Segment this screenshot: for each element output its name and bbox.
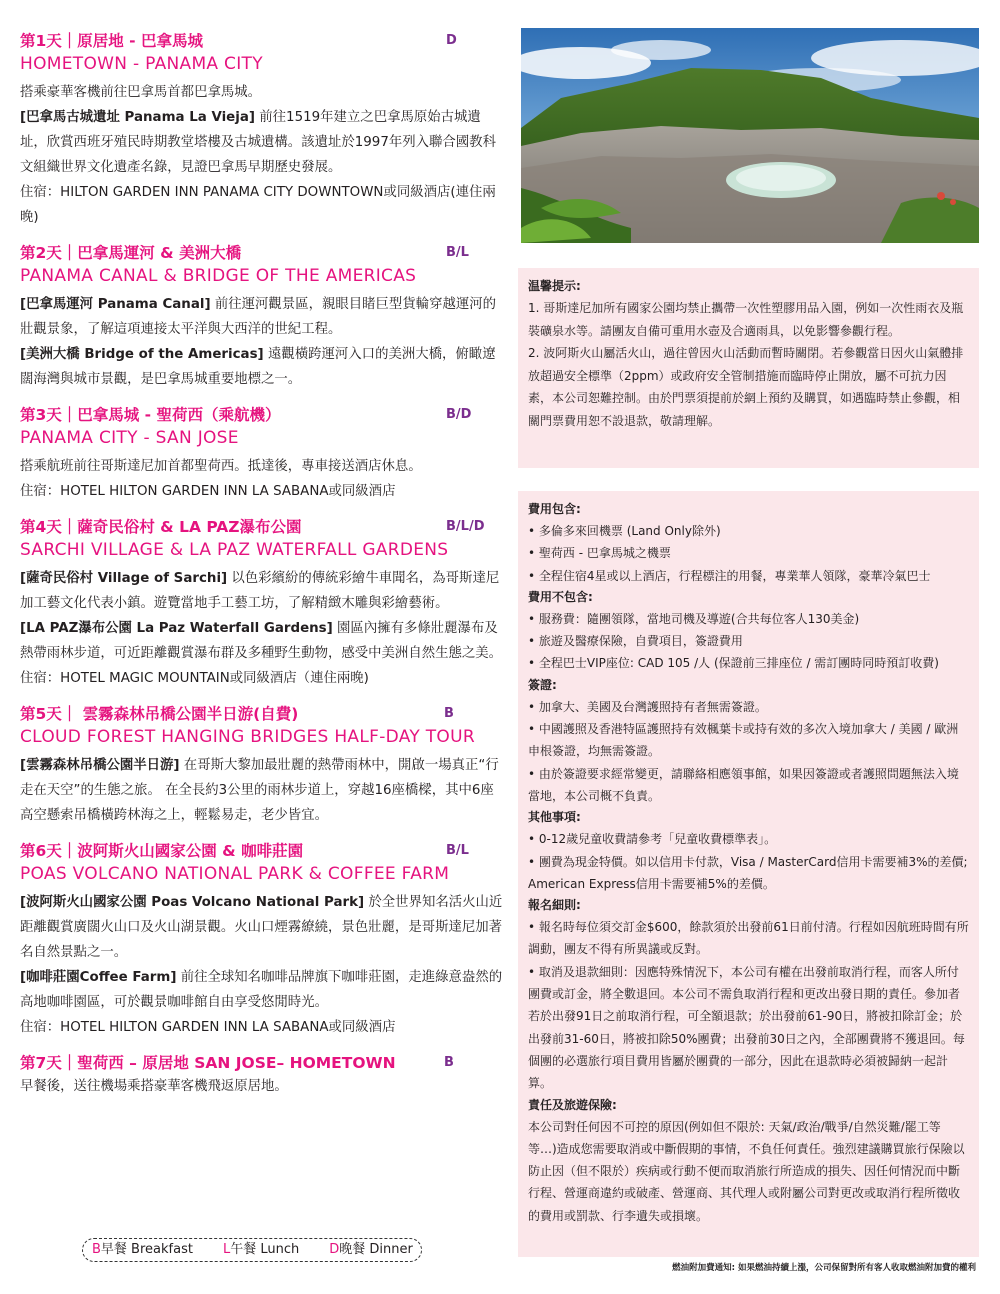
terms-section-title: 報名細則: [528, 898, 581, 913]
meals-badge: B/L [446, 245, 469, 260]
day-title: 第1天｜原居地 - 巴拿馬城 [20, 32, 204, 50]
terms-section-title: 費用包含: [528, 502, 581, 516]
terms-line: • 由於簽證要求經常變更，請聯絡相應領事館，如果因簽證或者護照問題無法入境當地，本公司概不負責。 [528, 766, 959, 803]
day-paragraph: [LA PAZ瀑布公園 La Paz Waterfall Gardens] 園區內擁有多條壯麗瀑布及熱帶雨林步道，可近距離觀賞瀑布群及多種野生動物，感受中美洲自然生態之美。 [20, 621, 503, 661]
terms-line: • 團費為現金特價。如以信用卡付款，Visa / MasterCard信用卡需要補3%的差價; American Express信用卡需要補5%的差價。 [528, 854, 968, 891]
meal-legend [82, 1238, 422, 1262]
meals-badge: B [444, 706, 454, 721]
volcano-photo [521, 28, 979, 243]
day-title: 第3天｜巴拿馬城 - 聖荷西（乘航機） [20, 406, 281, 424]
day-paragraph: 搭乘豪華客機前往巴拿馬首都巴拿馬城。 [20, 85, 262, 100]
day-4 [20, 516, 505, 691]
day-2 [20, 242, 505, 392]
meals-badge: D [446, 33, 457, 48]
terms-line: • 聖荷西 - 巴拿馬城之機票 [528, 546, 671, 561]
day-english-title: POAS VOLCANO NATIONAL PARK & COFFEE FARM [20, 864, 450, 884]
meals-badge: B/L/D [446, 519, 485, 534]
legend-key: B [92, 1242, 101, 1257]
day-english-title: PANAMA CANAL & BRIDGE OF THE AMERICAS [20, 266, 417, 286]
terms-line: • 加拿大、美國及台灣護照持有者無需簽證。 [528, 699, 767, 714]
terms-line: • 服務費：隨團領隊，當地司機及導遊(合共每位客人130美金) [528, 611, 860, 626]
terms-section-title: 簽證: [528, 677, 557, 692]
legend-key: L [222, 1242, 231, 1257]
day-english-title: HOMETOWN - PANAMA CITY [20, 54, 263, 74]
day-paragraph: [巴拿馬古城遺址 Panama La Vieja] 前往1519年建立之巴拿馬原始古城遺址，欣賞西班牙殖民時期教堂塔樓及古城遺構。該遺址於1997年列入聯合國教科文組織世界文化遺產名錄，見證巴拿馬早期歷史發展。 [20, 110, 496, 175]
day-paragraph: 住宿：HOTEL HILTON GARDEN INN LA SABANA或同級酒店 [20, 1020, 396, 1035]
legend-key: D [329, 1242, 340, 1257]
day-english-title: PANAMA CITY - SAN JOSE [20, 428, 239, 448]
day-title: 第6天｜波阿斯火山國家公園 & 咖啡莊園 [20, 842, 304, 860]
day-paragraph: 早餐後，送往機場乘搭豪華客機飛返原居地。 [20, 1079, 288, 1094]
legend-label: 午餐 Lunch [230, 1242, 300, 1257]
terms-line: • 中國護照及香港特區護照持有效楓葉卡或持有效的多次入境加拿大 / 美國 / 歐洲申根簽證，均無需簽證。 [528, 722, 959, 759]
terms-line: • 旅遊及醫療保險，自費項目，簽證費用 [528, 634, 743, 649]
itinerary [20, 30, 505, 1111]
day-5 [20, 703, 505, 828]
notice-line: 1. 哥斯達尼加所有國家公園均禁止攜帶一次性塑膠用品入園，例如一次性雨衣及瓶裝礦泉水等。請團友自備可重用水壺及合適雨具，以免影響參觀行程。 [528, 301, 964, 338]
meals-badge: B [444, 1055, 454, 1070]
day-paragraph: [美洲大橋 Bridge of the Americas] 遠觀橫跨運河入口的美洲大橋，俯瞰遼闊海灣與城市景觀，是巴拿馬城重要地標之一。 [20, 347, 496, 387]
day-paragraph: 住宿：HOTEL MAGIC MOUNTAIN或同級酒店（連住兩晚) [20, 671, 369, 686]
day-title: 第5天｜ 雲霧森林吊橋公園半日游(自費) [20, 705, 299, 723]
day-paragraph: [雲霧森林吊橋公園半日游] 在哥斯大黎加最壯麗的熱帶雨林中，開啟一場真正“行走在天空”的生態之旅。 在全長約3公里的雨林步道上，穿越16座橋樑，其中6座高空懸索吊橋橫跨林海之上，輕鬆易走，老少皆宜。 [20, 758, 499, 823]
meals-badge: B/D [446, 407, 472, 422]
notice-line: 2. 波阿斯火山屬活火山，過往曾因火山活動而暫時關閉。若參觀當日因火山氣體排放超過安全標準（2ppm）或政府安全管制措施而臨時停止開放，屬不可抗力因素，本公司恕難控制。由於門票須提前於網上預約及購買，如遇臨時禁止參觀，相關門票費用恕不設退款，敬請理解。 [528, 346, 964, 428]
day-english-title: CLOUD FOREST HANGING BRIDGES HALF-DAY TOUR [20, 727, 475, 747]
day-paragraph: 搭乘航班前往哥斯達尼加首都聖荷西。抵達後，專車接送酒店休息。 [20, 459, 422, 474]
day-paragraph: 住宿：HILTON GARDEN INN PANAMA CITY DOWNTOWN或同級酒店(連住兩晚) [20, 185, 496, 225]
fuel-surcharge-note: 燃油附加費通知: 如果燃油持續上漲，公司保留對所有客人收取燃油附加費的權利 [672, 1263, 976, 1273]
day-3 [20, 404, 505, 504]
terms-section-title: 責任及旅遊保險: [528, 1097, 617, 1112]
day-english-title: SARCHI VILLAGE & LA PAZ WATERFALL GARDENS [20, 540, 449, 560]
terms-section-title: 其他事項: [528, 810, 581, 825]
terms-line: 本公司對任何因不可控的原因(例如但不限於: 天氣/政治/戰爭/自然災難/罷工等等…)造成您需要取消或中斷假期的事情，不負任何責任。強烈建議購買旅行保險以防止因（但不限於）疾病或行動不便而取消旅行所造成的損失、因任何情況而中斷行程、營運商違約或破產、營運商、其代理人或附屬公司對更改或取消行程所徵收的費用或罰款、行李遺失或損壞。 [528, 1119, 965, 1223]
terms-line: • 取消及退款細則：因應特殊情況下，本公司有權在出發前取消行程，而客人所付團費或訂金，將全數退回。本公司不需負取消行程和更改出發日期的責任。參加者若於出發91日之前取消行程，可全額退款；於出發前61-90日，將被扣除訂金；於出發前31-60日，將被扣除50%團費；出發前30日之內，全部團費將不獲退回。每個團的必選旅行項目費用皆屬於團費的一部分，因此在退款時必須被歸納一起計算。 [528, 964, 965, 1091]
terms-line: • 多倫多來回機票 (Land Only除外) [528, 524, 721, 538]
legend-label: 晚餐 Dinner [339, 1242, 413, 1257]
terms-line: • 全程住宿4星或以上酒店，行程標注的用餐，專業華人領隊，豪華冷氣巴士 [528, 568, 931, 583]
terms-box [518, 491, 979, 1257]
day-6 [20, 840, 505, 1040]
terms-line: • 報名時每位須交訂金$600，餘款須於出發前61日前付清。行程如因航班時間有所調動，團友不得有所異議或反對。 [528, 920, 969, 957]
day-paragraph: 住宿：HOTEL HILTON GARDEN INN LA SABANA或同級酒店 [20, 484, 396, 499]
meals-badge: B/L [446, 843, 469, 858]
day-paragraph: [巴拿馬運河 Panama Canal] 前往運河觀景區，親眼目睹巨型貨輪穿越運河的壯觀景象，了解這項連接太平洋與大西洋的世紀工程。 [20, 297, 497, 337]
terms-line: • 全程巴士VIP座位: CAD 105 /人 (保證前三排座位 / 需訂團時同時預訂收費) [528, 656, 939, 671]
day-paragraph: [咖啡莊園Coffee Farm] 前往全球知名咖啡品牌旗下咖啡莊園，走進綠意盎然的高地咖啡園區，可於觀景咖啡館自由享受悠閒時光。 [20, 970, 503, 1010]
day-1 [20, 30, 505, 230]
notice-title: 温馨提示: [528, 279, 581, 293]
notice-box [518, 268, 979, 468]
day-paragraph: [薩奇民俗村 Village of Sarchi] 以色彩繽紛的傳統彩繪牛車聞名，為哥斯達尼加工藝文化代表小鎮。遊覽當地手工藝工坊，了解精緻木雕與彩繪藝術。 [20, 571, 500, 611]
day-title: 第7天｜聖荷西 – 原居地 SAN JOSE– HOMETOWN [20, 1054, 396, 1072]
day-7 [20, 1052, 505, 1099]
day-paragraph: [波阿斯火山國家公園 Poas Volcano National Park] 於全世界知名活火山近距離觀賞廣闊火山口及火山湖景觀。火山口煙霧繚繞，景色壯麗，是哥斯達尼加著名自然景點之一。 [20, 895, 503, 960]
day-title: 第2天｜巴拿馬運河 & 美洲大橋 [20, 244, 242, 262]
terms-line: • 0-12歲兒童收費請參考「兒童收費標準表」。 [528, 832, 777, 847]
legend-label: 早餐 Breakfast [100, 1242, 193, 1257]
day-title: 第4天｜薩奇民俗村 & LA PAZ瀑布公園 [20, 518, 302, 536]
terms-section-title: 費用不包含: [528, 589, 593, 604]
